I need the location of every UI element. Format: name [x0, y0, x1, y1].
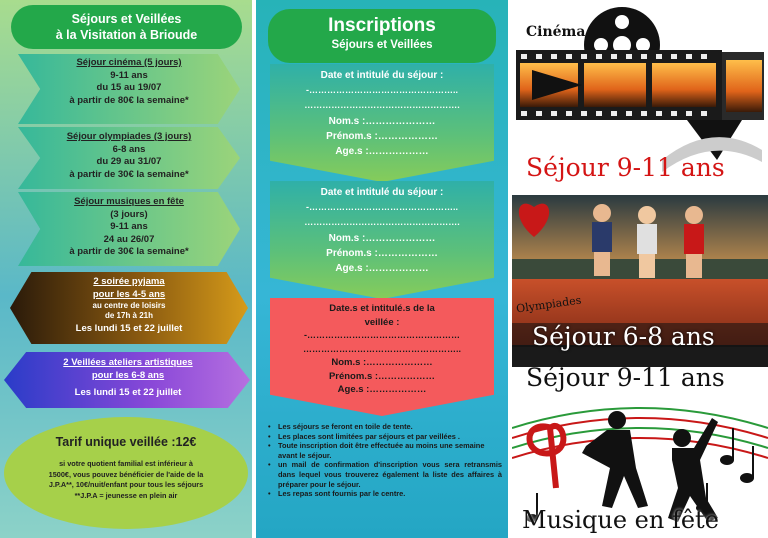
cinema-title: Séjour cinéma (5 jours) — [76, 57, 182, 68]
panel1-title — [11, 5, 242, 49]
form3-nom[interactable]: Nom.s :………………… — [331, 357, 433, 368]
title-line2: à la Visitation à Brioude — [55, 28, 198, 42]
tarif-line4: **J.P.A = jeunesse en plein air — [74, 490, 178, 500]
musique-title: Séjour musiques en fête — [74, 196, 184, 207]
inscriptions-title: Inscriptions — [328, 15, 436, 36]
musique-price: à partir de 30€ la semaine* — [69, 246, 189, 257]
form2 — [270, 185, 494, 276]
form2-line1: -………………………………………….. — [306, 202, 458, 212]
ateliers-subtitle: pour les 6-8 ans — [91, 369, 165, 381]
sejour-6-8-label: Séjour 6-8 ans — [532, 322, 715, 351]
cinema-label: Cinéma — [526, 24, 586, 40]
pyjama-days: Les lundi 15 et 22 juillet — [75, 323, 183, 334]
form1-nom[interactable]: Nom.s :………………… — [328, 116, 436, 127]
title-line1: Séjours et Veillées — [71, 12, 182, 26]
form1-prenom[interactable]: Prénom.s :……………… — [326, 131, 438, 142]
form2-prenom[interactable]: Prénom.s :……………… — [326, 248, 438, 259]
panel-images — [512, 0, 768, 538]
cinema-age: 9-11 ans — [110, 69, 148, 81]
pyjama-hours: de 17h à 21h — [104, 311, 154, 320]
info-item: • Les repas sont fournis par le centre. — [266, 489, 502, 499]
form2-age[interactable]: Age.s :……………… — [335, 263, 429, 274]
olympiades-block — [40, 131, 218, 181]
form2-line2: ……………………………………………. — [304, 217, 460, 227]
form3-line2: …………………………………………….. — [302, 343, 461, 354]
form1 — [270, 68, 494, 159]
form1-line2: ……………………………………………. — [304, 100, 460, 110]
ateliers-block — [30, 357, 226, 400]
info-item: • Les places sont limitées par séjours et par veillées . — [266, 432, 502, 442]
form2-label: Date et intitulé du séjour : — [320, 187, 444, 198]
pyjama-subtitle: pour les 4-5 ans — [92, 288, 166, 300]
sejour-9-11-label-b: Séjour 9-11 ans — [526, 363, 725, 392]
olympiades-price: à partir de 30€ la semaine* — [69, 168, 189, 180]
panel-sejours — [0, 0, 252, 538]
cinema-block — [40, 57, 218, 107]
pyjama-block — [40, 276, 218, 336]
info-list — [266, 422, 502, 499]
info-item: • un mail de confirmation d'inscription vous sera retransmis dans lequel vous trouverez également la liste des affaires à préparer pour le séjour. — [266, 460, 502, 489]
musique-age: 9-11 ans — [110, 221, 148, 232]
musique-duration: (3 jours) — [110, 208, 148, 220]
form1-line1: -………………………………………….. — [306, 85, 458, 95]
tarif-line1: si votre quotient familial est inférieur à — [59, 459, 193, 468]
olympiades-label: Olympiades — [515, 293, 583, 316]
pyjama-place: au centre de loisirs — [92, 301, 166, 310]
form3-label2: veillée : — [364, 316, 400, 328]
musique-label: Musique en fête — [522, 506, 719, 534]
sejour-9-11-label: Séjour 9-11 ans — [526, 153, 725, 182]
cinema-price: à partir de 80€ la semaine* — [69, 94, 189, 106]
info-item: • Toute inscription doit être effectuée au moins une semaine avant le séjour. — [266, 441, 502, 460]
form3 — [270, 302, 494, 397]
panel-inscriptions — [256, 0, 508, 538]
tarif-line2: 1500€, vous pouvez bénéficier de l'aide de la — [48, 469, 204, 479]
form1-label: Date et intitulé du séjour : — [320, 70, 444, 81]
form1-age[interactable]: Age.s :……………… — [335, 146, 429, 157]
form3-prenom[interactable]: Prénom.s :……………… — [328, 370, 436, 382]
tarif-title: Tarif unique veillée :12€ — [55, 435, 197, 449]
tarif-block — [22, 434, 230, 501]
form3-line1: -…………………………………………… — [304, 330, 460, 340]
olympiades-title: Séjour olympiades (3 jours) — [66, 131, 192, 142]
inscriptions-subtitle: Séjours et Veillées — [331, 39, 433, 51]
tarif-line3: J.P.A**, 10€/nuit/enfant pour tous les séjours — [48, 480, 204, 489]
olympiades-dates: du 29 au 31/07 — [96, 156, 162, 167]
info-item: • Les séjours se feront en toile de tente. — [266, 422, 502, 432]
olympiades-age: 6-8 ans — [112, 143, 146, 155]
form3-age[interactable]: Age.s :……………… — [337, 384, 427, 395]
form3-label1: Date.s et intitulé.s de la — [329, 303, 435, 314]
cinema-dates: du 15 au 19/07 — [96, 82, 162, 93]
musique-dates: 24 au 26/07 — [103, 233, 155, 245]
inscriptions-title-pill — [268, 9, 496, 63]
musique-block — [40, 196, 218, 259]
pyjama-title: 2 soirée pyjama — [93, 276, 165, 287]
ateliers-days: Les lundi 15 et 22 juillet — [74, 387, 182, 398]
kids-figures — [592, 204, 704, 278]
form2-nom[interactable]: Nom.s :………………… — [328, 233, 436, 244]
ateliers-title: 2 Veillées ateliers artistiques — [63, 357, 193, 368]
